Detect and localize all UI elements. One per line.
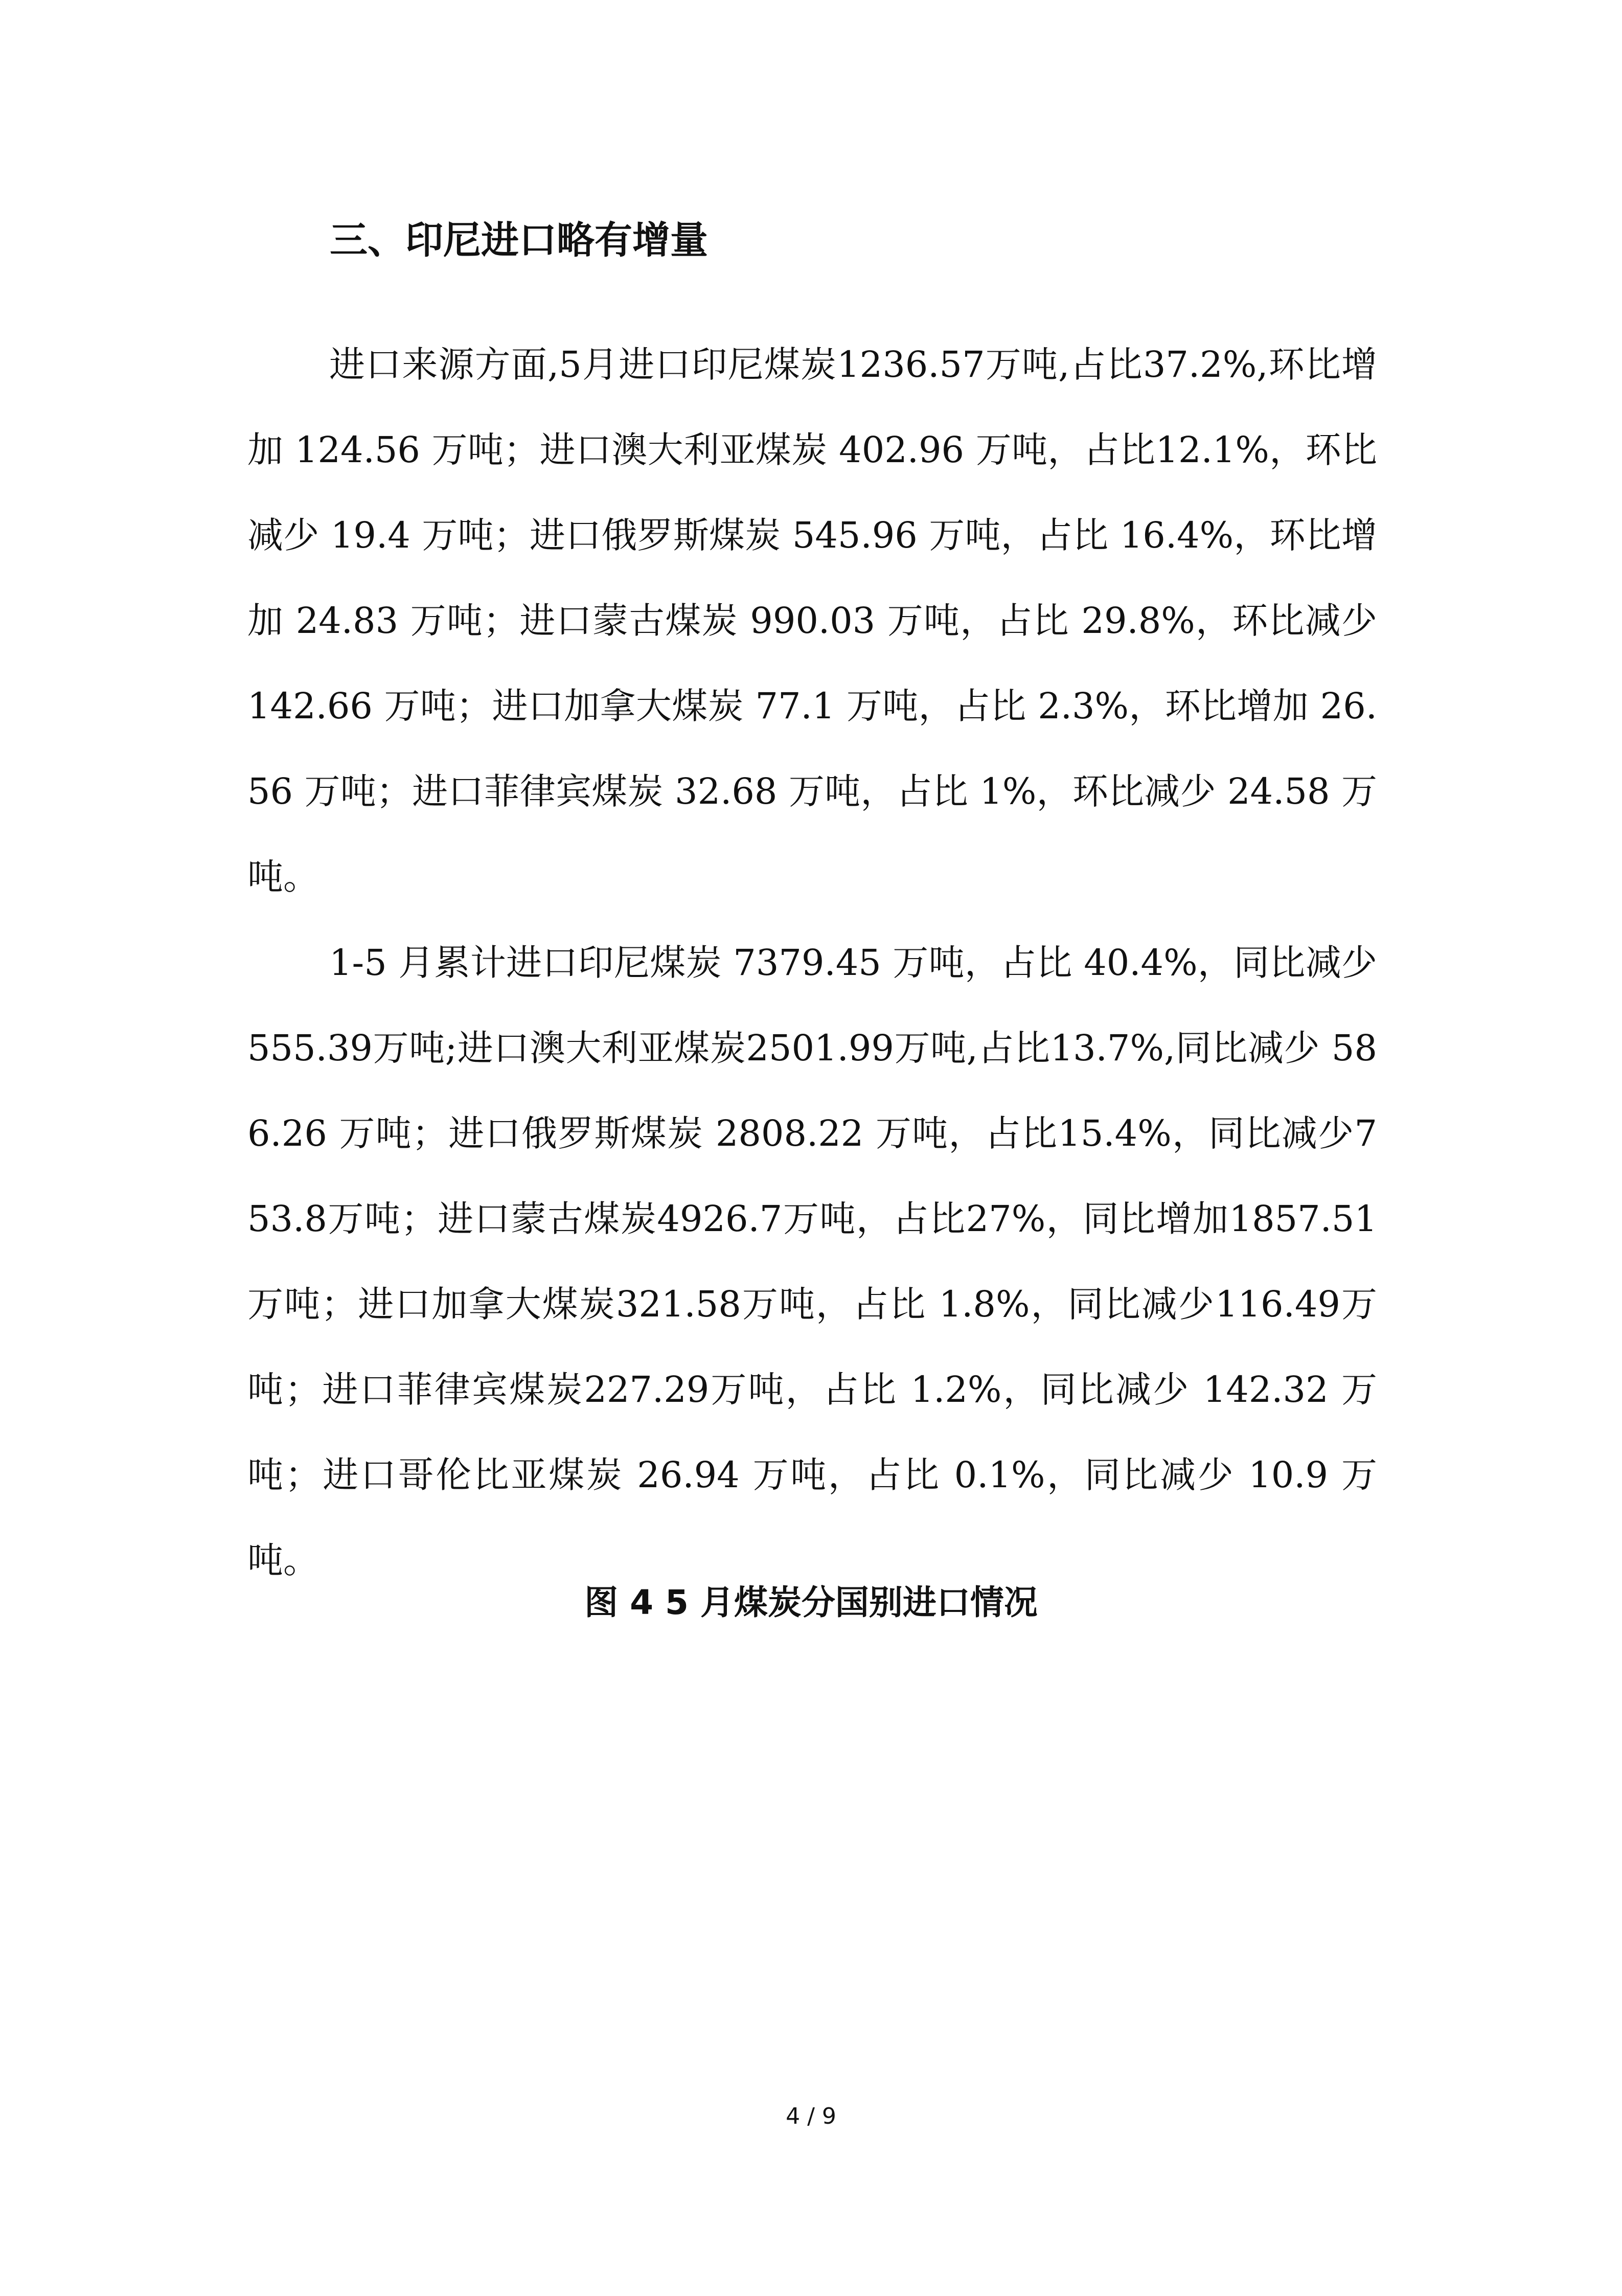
paragraph-monthly-imports: 进口来源方面,5月进口印尼煤炭1236.57万吨,占比37.2%,环比增加 124.56 万吨；进口澳大利亚煤炭 402.96 万吨，占比12.1%，环比减少 19.4 万吨；进口俄罗斯煤炭 545.96 万吨，占比 16.4%，环比增加 24.83 万吨；进口蒙古煤炭 990.03 万吨，占比 29.8%，环比减少 142.66 万吨；进口加拿大煤炭 77.1 万吨，占比 2.3%，环比增加 26.56 万吨；进口菲律宾煤炭 32.68 万吨，占比 1%，环比减少 24.58 万吨。	[247, 344, 1377, 898]
section-heading: 三、印尼进口略有增量	[330, 218, 708, 262]
page-number: 4 / 9	[786, 2103, 836, 2129]
figure-caption: 图 4 5 月煤炭分国别进口情况	[584, 1583, 1038, 1622]
paragraph-cumulative-imports: 1-5 月累计进口印尼煤炭 7379.45 万吨，占比 40.4%，同比减少555.39万吨;进口澳大利亚煤炭2501.99万吨,占比13.7%,同比减少 586.26 万吨；进口俄罗斯煤炭 2808.22 万吨，占比15.4%，同比减少753.8万吨；进口蒙古煤炭4926.7万吨，占比27%，同比增加1857.51万吨；进口加拿大煤炭321.58万吨，占比 1.8%，同比减少116.49万吨；进口菲律宾煤炭227.29万吨，占比 1.2%，同比减少 142.32 万吨；进口哥伦比亚煤炭 26.94 万吨，占比 0.1%，同比减少 10.9 万吨。	[247, 942, 1377, 1581]
